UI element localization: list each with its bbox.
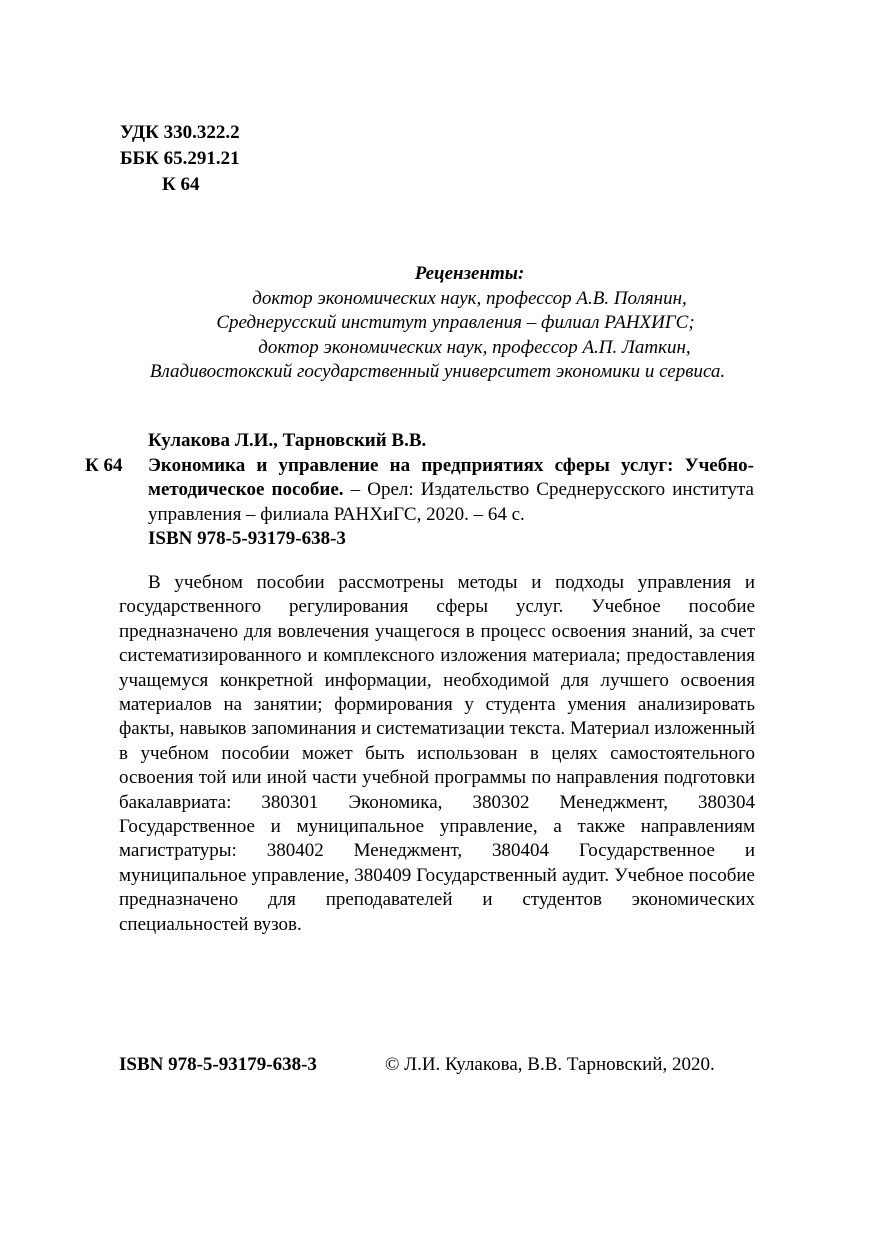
abstract-paragraph: В учебном пособии рассмотрены методы и подходы управления и государственного регулирования сферы услуг. Учебное пособие предназначено для вовлечения учащегося в процесс освоения знаний, за счет систематизированного и комплексного изложения материала; предоставления учащемуся конкретной информации, необходимой для лучшего освоения материалов на занятии; формирования у студента умения анализировать факты, навыков запоминания и систематизации текста. Материал изложенный в учебном пособии может быть использован в целях самостоятельного освоения той или иной части учебной программы по направления подготовки бакалавриата: 380301 Экономика, 380302 Менеджмент, 380304 Государственное и муниципальное управление, а также направлениям магистратуры: 380402 Менеджмент, 380404 Государственное и муниципальное управление, 380409 Государственный аудит. Учебное пособие предназначено для преподавателей и студентов экономических специальностей вузов. bbox=[119, 572, 755, 935]
reviewer-line: Владивостокский государственный университет экономики и сервиса. bbox=[149, 361, 726, 382]
reviewer-line: доктор экономических наук, профессор А.В. Полянин, bbox=[252, 287, 687, 309]
reviewer-line: доктор экономических наук, профессор А.П. Латкин, bbox=[258, 336, 691, 358]
authors: Кулакова Л.И., Тарновский В.В. bbox=[148, 430, 427, 451]
bbk-code: ББК 65.291.21 bbox=[120, 148, 240, 169]
classification-block bbox=[120, 120, 240, 198]
udk-code: УДК 330.322.2 bbox=[120, 122, 240, 143]
footer-isbn: ISBN 978-5-93179-638-3 bbox=[119, 1054, 317, 1075]
book-title: Экономика и управление на предприятиях сферы услуг: Учебно-методическое пособие. bbox=[148, 454, 754, 500]
bibliographic-record bbox=[148, 429, 754, 552]
reviewers-title: Рецензенты: bbox=[414, 263, 525, 284]
bibliographic-description bbox=[148, 454, 754, 528]
record-isbn: ISBN 978-5-93179-638-3 bbox=[148, 528, 346, 549]
publication-info: – Орел: Издательство Среднерусского института управления – филиала РАНХиГС, 2020. – 64 с. bbox=[148, 479, 754, 525]
reviewers-block bbox=[0, 262, 875, 385]
reviewer-line: Среднерусский институт управления – филиал РАНХИГС; bbox=[216, 312, 695, 333]
author-mark: К 64 bbox=[162, 174, 200, 195]
bibliography-author-mark: К 64 bbox=[85, 455, 123, 476]
copyright: © Л.И. Кулакова, В.В. Тарновский, 2020. bbox=[385, 1054, 715, 1075]
